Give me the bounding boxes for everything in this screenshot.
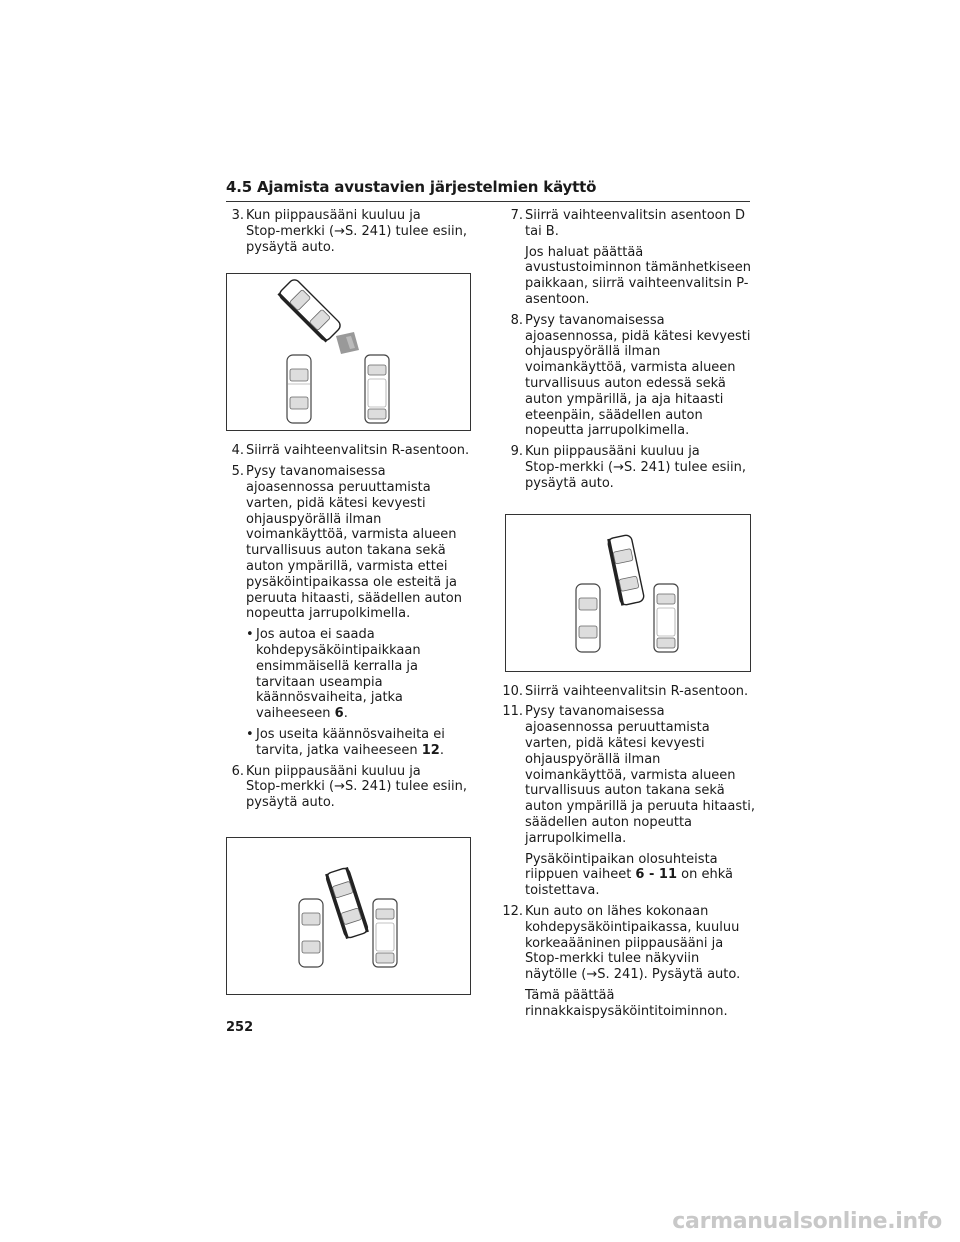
figure-approach: [226, 273, 471, 431]
step-reference: 12: [421, 742, 440, 758]
note-end: on ehkä toistettava.: [525, 867, 733, 899]
parking-diagram-reverse: [227, 838, 470, 994]
watermark: carmanualsonline.info: [672, 1209, 942, 1234]
page-number: 252: [226, 1020, 254, 1035]
step-reference: 6: [334, 706, 344, 722]
step-12-note: Tämä päättää rinnakkaispysäköintitoiminnon.: [525, 987, 728, 1019]
step-text-line: pysäytä auto.: [246, 795, 335, 811]
step-text: Pysy tavanomaisessa ajoasennossa peruuttamista varten, pidä kätesi kevyesti ohjauspyörällä ilman voimankäyttöä, varmista alueen turvallisuus auton takana sekä auton ympärillä, varmista ettei pysäköintipaikassa ole esteitä ja peruuta hitaasti, säädellen auton nopeutta jarrupolkimella.: [246, 464, 462, 622]
step-number: 7.: [510, 208, 523, 223]
step-text: Siirrä vaihteenvalitsin R-asentoon.: [246, 443, 470, 459]
step-number: 4.: [231, 443, 244, 459]
bullet-text: Jos useita käännösvaiheita ei tarvita, jatka vaiheeseen: [256, 726, 445, 758]
step-text: Siirrä vaihteenvalitsin R-asentoon.: [525, 683, 749, 699]
step-number: 12.: [502, 903, 523, 919]
step-12: [502, 903, 755, 983]
step-text: Pysy tavanomaisessa ajoasennossa, pidä kätesi kevyesti ohjauspyörällä ilman voimankäyttöä, varmista alueen turvallisuus auton edessä sekä auton ympärillä, ja aja hitaasti eteenpäin, säädellen auton nopeutta jarrupolkimella.: [525, 312, 751, 439]
figure-reverse-in: [226, 837, 471, 995]
bullet-end: .: [439, 742, 444, 758]
step-text-line: Stop-merkki (→S. 241) tulee esiin,: [525, 459, 746, 475]
bullet-multi-turn: [226, 627, 474, 722]
figure-forward-adjust: [505, 514, 751, 672]
step-number: 9.: [510, 444, 523, 460]
step-number: 10.: [502, 683, 523, 699]
step-text-line: Kun piippausääni kuuluu ja: [246, 208, 421, 223]
bullet-dot: •: [246, 726, 254, 742]
step-5: [226, 464, 474, 622]
step-4: [226, 443, 474, 459]
step-number: 11.: [502, 704, 523, 720]
right-column: [502, 208, 755, 1024]
left-column: [226, 208, 474, 1007]
step-10: [502, 683, 755, 700]
parking-diagram-forward: [506, 515, 750, 671]
step-text: Pysy tavanomaisessa ajoasennossa peruuttamista varten, pidä kätesi kevyesti ohjauspyörällä ilman voimankäyttöä, varmista alueen turvallisuus auton takana sekä auton ympärillä ja peruuta hitaasti, säädellen auton nopeutta jarrupolkimella.: [525, 704, 755, 846]
step-text-line: pysäytä auto.: [246, 239, 335, 255]
step-text: Siirrä vaihteenvalitsin asentoon D tai B.: [525, 208, 745, 239]
parking-diagram-approach: [227, 274, 470, 430]
step-text-line: Kun piippausääni kuuluu ja: [246, 763, 421, 779]
step-11: [502, 704, 755, 846]
bullet-text: Jos autoa ei saada kohdepysäköintipaikkaan ensimmäisellä kerralla ja tarvitaan useampia käännösvaiheita, jatka vaiheeseen: [256, 627, 421, 722]
step-text: Kun auto on lähes kokonaan kohdepysäköintipaikassa, kuuluu korkeaääninen piippausääni ja Stop-merkki tulee näkyviin näytölle (→S. 241). Pysäytä auto.: [525, 903, 741, 983]
note-text: Pysäköintipaikan olosuhteista riippuen vaiheet: [525, 851, 718, 883]
step-7-note: Jos haluat päättää avustustoiminnon tämänhetkiseen paikkaan, siirrä vaihteenvalitsin P-asentoon.: [525, 244, 751, 307]
step-text-line: Stop-merkki (→S. 241) tulee esiin,: [246, 223, 467, 239]
step-number: 6.: [231, 763, 244, 779]
step-text-line: pysäytä auto.: [525, 475, 614, 491]
bullet-no-turns: [226, 727, 474, 759]
section-header: 4.5 Ajamista avustavien järjestelmien käyttö: [226, 178, 750, 202]
step-8: [505, 313, 755, 439]
step-3: [226, 208, 474, 255]
step-11-note: [505, 852, 755, 899]
step-text-line: Stop-merkki (→S. 241) tulee esiin,: [246, 779, 467, 795]
step-number: 8.: [510, 312, 523, 328]
step-7: [505, 208, 755, 240]
step-number: 5.: [231, 464, 244, 480]
bullet-end: .: [343, 706, 348, 722]
step-9: [505, 444, 755, 491]
step-6: [226, 764, 474, 811]
step-reference: 6 - 11: [635, 867, 678, 883]
bullet-dot: •: [246, 627, 254, 643]
step-text-line: Kun piippausääni kuuluu ja: [525, 444, 700, 460]
step-number: 3.: [231, 208, 244, 223]
